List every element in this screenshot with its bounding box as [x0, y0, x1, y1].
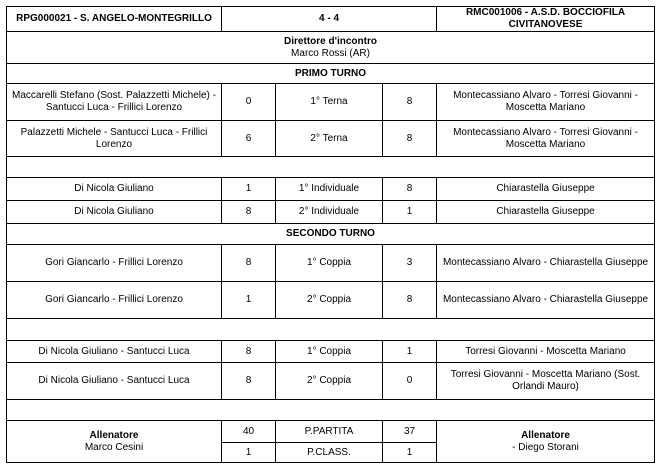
away-players: Montecassiano Alvaro - Torresi Giovanni - Moscetta Mariano [437, 84, 655, 121]
away-score: 8 [383, 121, 437, 157]
director-cell [7, 32, 655, 64]
home-coach-name: Marco Cesini [84, 441, 144, 453]
game-type: 1° Terna [276, 84, 383, 121]
home-score: 1 [222, 178, 276, 201]
away-players: Torresi Giovanni - Moscetta Mariano [437, 341, 655, 363]
match-score: 4 - 4 [222, 7, 437, 32]
table-row [7, 245, 655, 282]
table-row [7, 282, 655, 319]
away-score: 8 [383, 178, 437, 201]
director-label: Direttore d'incontro [284, 35, 377, 47]
home-score: 8 [222, 341, 276, 363]
home-players: Di Nicola Giuliano - Santucci Luca [7, 363, 222, 400]
home-players: Gori Giancarlo - Frillici Lorenzo [7, 282, 222, 319]
game-type: 2° Coppia [276, 282, 383, 319]
home-players: Di Nicola Giuliano [7, 201, 222, 224]
home-score: 1 [222, 282, 276, 319]
home-match-points: 40 [222, 421, 276, 443]
table-row [7, 341, 655, 363]
spacer-row [7, 400, 655, 421]
away-players: Chiarastella Giuseppe [437, 178, 655, 201]
game-type: 2° Terna [276, 121, 383, 157]
spacer-row [7, 319, 655, 341]
home-players: Palazzetti Michele - Santucci Luca - Frillici Lorenzo [7, 121, 222, 157]
class-points-label: P.CLASS. [276, 443, 383, 463]
table-row [7, 121, 655, 157]
table-row [7, 178, 655, 201]
home-players: Gori Giancarlo - Frillici Lorenzo [7, 245, 222, 282]
away-score: 1 [383, 201, 437, 224]
table-row [7, 84, 655, 121]
home-score: 8 [222, 245, 276, 282]
away-match-points: 37 [383, 421, 437, 443]
away-score: 3 [383, 245, 437, 282]
away-players: Montecassiano Alvaro - Chiarastella Giuseppe [437, 282, 655, 319]
game-type: 1° Coppia [276, 341, 383, 363]
first-round-title: PRIMO TURNO [7, 64, 655, 84]
away-coach-label: Allenatore [521, 429, 570, 441]
away-players: Chiarastella Giuseppe [437, 201, 655, 224]
spacer-row [7, 157, 655, 178]
away-team-title: RMC001006 - A.S.D. BOCCIOFILA CIVITANOVESE [437, 7, 655, 32]
home-class-points: 1 [222, 443, 276, 463]
away-class-points: 1 [383, 443, 437, 463]
away-coach-cell [437, 421, 655, 463]
home-score: 0 [222, 84, 276, 121]
game-type: 1° Coppia [276, 245, 383, 282]
table-row [7, 201, 655, 224]
table-row [7, 363, 655, 400]
away-score: 1 [383, 341, 437, 363]
home-coach-label: Allenatore [89, 429, 139, 441]
home-score: 8 [222, 363, 276, 400]
game-type: 2° Coppia [276, 363, 383, 400]
home-score: 6 [222, 121, 276, 157]
game-type: 2° Individuale [276, 201, 383, 224]
home-score: 8 [222, 201, 276, 224]
away-score: 8 [383, 84, 437, 121]
away-coach-name: - Diego Storani [512, 441, 579, 453]
match-points-label: P.PARTITA [276, 421, 383, 443]
away-score: 8 [383, 282, 437, 319]
away-players: Montecassiano Alvaro - Torresi Giovanni - Moscetta Mariano [437, 121, 655, 157]
away-score: 0 [383, 363, 437, 400]
second-round-title: SECONDO TURNO [7, 224, 655, 245]
director-name: Marco Rossi (AR) [291, 47, 370, 59]
home-coach-cell [7, 421, 222, 463]
home-team-title: RPG000021 - S. ANGELO-MONTEGRILLO [7, 7, 222, 32]
home-players: Maccarelli Stefano (Sost. Palazzetti Michele) - Santucci Luca - Frillici Lorenzo [7, 84, 222, 121]
home-players: Di Nicola Giuliano [7, 178, 222, 201]
away-players: Montecassiano Alvaro - Chiarastella Giuseppe [437, 245, 655, 282]
home-players: Di Nicola Giuliano - Santucci Luca [7, 341, 222, 363]
match-report-table [6, 6, 655, 463]
game-type: 1° Individuale [276, 178, 383, 201]
away-players: Torresi Giovanni - Moscetta Mariano (Sost. Orlandi Mauro) [437, 363, 655, 400]
